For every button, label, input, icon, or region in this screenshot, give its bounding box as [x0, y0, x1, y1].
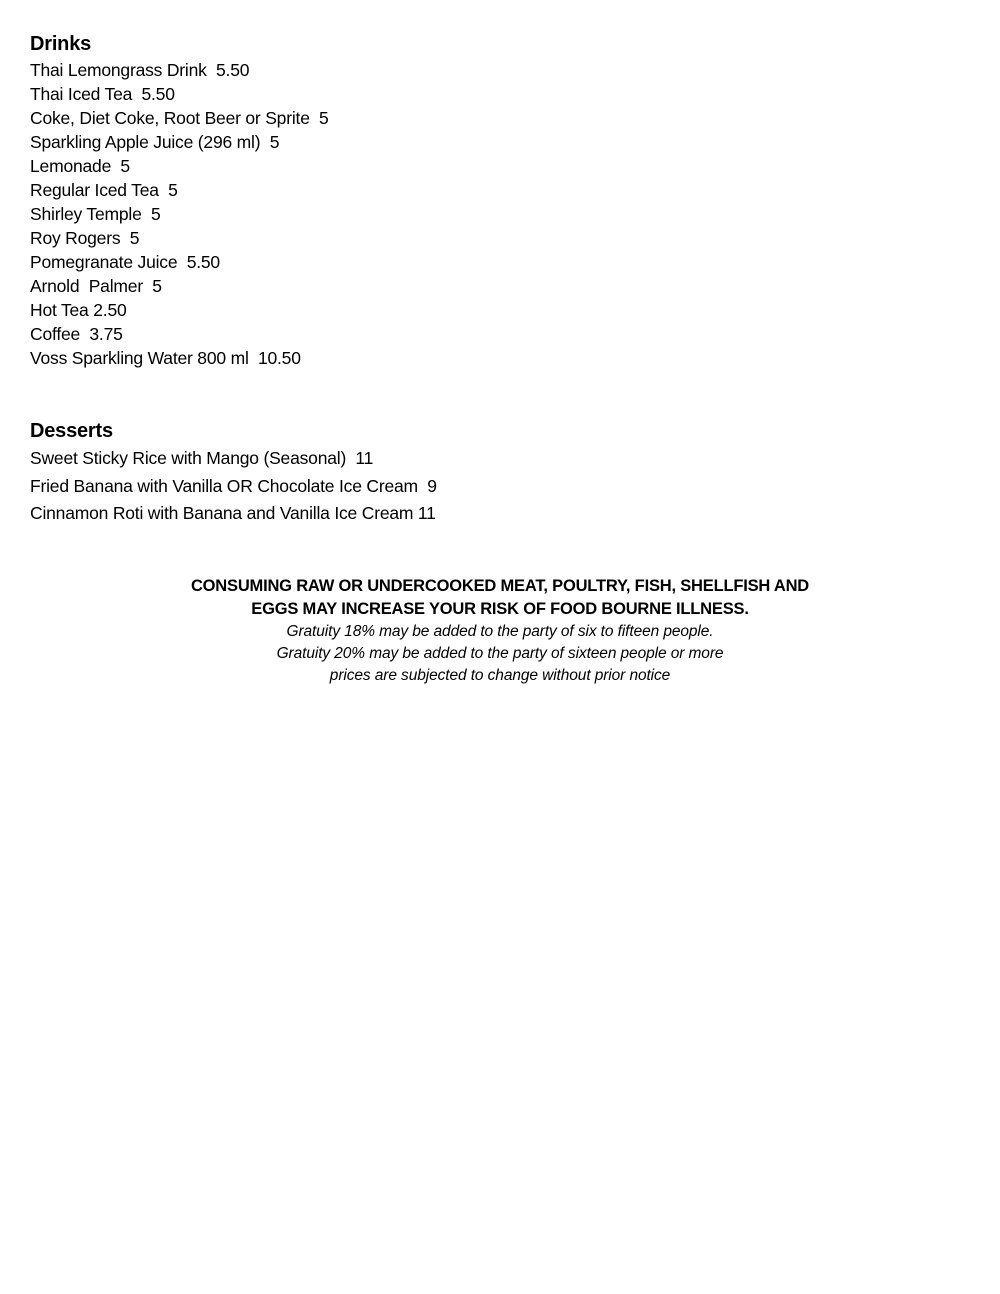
drink-item: Pomegranate Juice 5.50: [30, 252, 220, 272]
drink-item: Coffee 3.75: [30, 324, 123, 344]
drink-item: Sparkling Apple Juice (296 ml) 5: [30, 132, 280, 152]
drinks-section: [30, 30, 329, 370]
food-safety-warning-line-1: CONSUMING RAW OR UNDERCOOKED MEAT, POULTRY, FISH, SHELLFISH AND: [190, 577, 810, 595]
price-change-note: prices are subjected to change without prior notice: [329, 667, 671, 684]
desserts-section: [30, 417, 437, 528]
drink-item: Arnold Palmer 5: [30, 276, 162, 296]
drinks-title: Drinks: [30, 33, 92, 55]
drink-item: Coke, Diet Coke, Root Beer or Sprite 5: [30, 108, 329, 128]
drink-item: Thai Iced Tea 5.50: [30, 84, 175, 104]
dessert-item: Sweet Sticky Rice with Mango (Seasonal) 11: [30, 448, 374, 468]
drink-item: Roy Rogers 5: [30, 228, 140, 248]
notice-block: [100, 575, 900, 687]
desserts-list: [30, 445, 437, 528]
food-safety-warning-line-2: EGGS MAY INCREASE YOUR RISK OF FOOD BOURNE ILLNESS.: [251, 600, 749, 618]
gratuity-small-party-note: Gratuity 18% may be added to the party of six to fifteen people.: [286, 623, 714, 640]
desserts-title: Desserts: [30, 420, 113, 442]
drink-item: Lemonade 5: [30, 156, 130, 176]
gratuity-large-party-note: Gratuity 20% may be added to the party of sixteen people or more: [276, 645, 724, 662]
drink-item: Shirley Temple 5: [30, 204, 161, 224]
drink-item: Hot Tea 2.50: [30, 300, 127, 320]
dessert-item: Fried Banana with Vanilla OR Chocolate Ice Cream 9: [30, 475, 437, 496]
drink-item: Voss Sparkling Water 800 ml 10.50: [30, 348, 301, 368]
drink-item: Regular Iced Tea 5: [30, 180, 178, 200]
dessert-item: Cinnamon Roti with Banana and Vanilla Ice Cream 11: [30, 503, 436, 523]
drink-item: Thai Lemongrass Drink 5.50: [30, 60, 250, 80]
drinks-list: [30, 58, 329, 370]
